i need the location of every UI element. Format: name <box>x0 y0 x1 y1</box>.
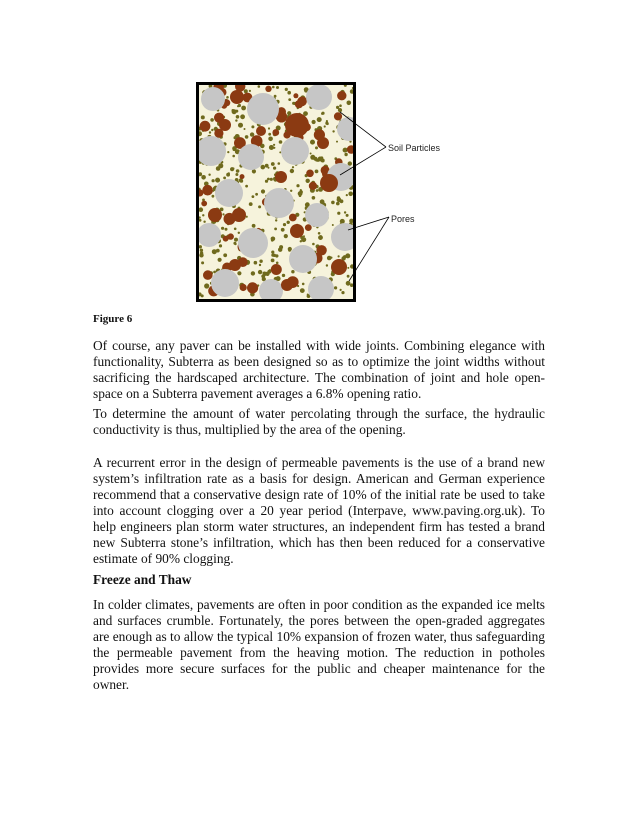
soil-particle <box>316 245 326 255</box>
fine-particle <box>251 271 255 275</box>
fine-particle <box>270 178 273 181</box>
soil-particle <box>200 121 211 132</box>
fine-particle <box>268 133 271 136</box>
fine-particle <box>338 108 342 112</box>
fine-particle <box>274 228 277 231</box>
fine-particle <box>287 91 291 95</box>
fine-particle <box>258 85 261 88</box>
soil-particle-large <box>281 279 293 291</box>
fine-particle <box>298 191 303 196</box>
fine-particle <box>271 254 274 257</box>
fine-particle <box>241 106 246 111</box>
fine-particle <box>281 228 285 232</box>
fine-particle <box>278 248 282 252</box>
soil-particle-large <box>285 113 309 137</box>
fine-particle <box>245 135 249 139</box>
fine-particle <box>330 257 332 259</box>
fine-particle <box>269 145 274 150</box>
fine-particle <box>234 238 238 242</box>
fine-particle <box>201 261 204 264</box>
paragraph-freeze-thaw: In colder climates, pavements are often in poor condition as the expanded ice melts and surfaces crumble. Fortunately, the pores between the open-graded aggregates are enough as to allow the typical 10% expansion of frozen water, thus safeguarding the permeable pavement from the heaving motion. The reduction in potholes provides more secure surfaces for the public and cheaper maintenance for the owner. <box>93 597 545 692</box>
fine-particle <box>312 243 315 246</box>
fine-particle <box>302 283 305 286</box>
fine-particle <box>343 148 347 152</box>
figure-caption: Figure 6 <box>93 313 133 325</box>
fine-particle <box>259 264 261 266</box>
fine-particle <box>345 253 350 258</box>
fine-particle <box>245 185 248 188</box>
fine-particle <box>275 219 277 221</box>
fine-particle <box>268 167 270 169</box>
fine-particle <box>208 174 210 176</box>
fine-particle <box>218 258 222 262</box>
fine-particle <box>292 166 294 168</box>
section-heading: Freeze and Thaw <box>93 572 192 587</box>
fine-particle <box>279 140 283 144</box>
fine-particle <box>226 96 229 99</box>
soil-particles-label: Soil Particles <box>388 143 441 153</box>
aggregate-stone <box>238 144 264 170</box>
soil-particle <box>297 97 307 107</box>
fine-particle <box>268 137 273 142</box>
fine-particle <box>261 165 266 170</box>
fine-particle <box>252 195 255 198</box>
fine-particle <box>318 235 323 240</box>
fine-particle <box>204 283 209 288</box>
fine-particle <box>339 104 342 107</box>
fine-particle <box>252 169 256 173</box>
fine-particle <box>313 157 317 161</box>
fine-particle <box>346 214 349 217</box>
fine-particle <box>232 155 235 158</box>
fine-particle <box>255 193 258 196</box>
fine-particle <box>271 251 274 254</box>
fine-particle <box>238 123 243 128</box>
fine-particle <box>310 153 312 155</box>
fine-particle <box>346 281 351 286</box>
fine-particle <box>209 131 211 133</box>
fine-particle <box>233 242 236 245</box>
fine-particle <box>287 221 290 224</box>
fine-particle <box>219 244 222 247</box>
fine-particle <box>199 253 203 257</box>
fine-particle <box>310 140 315 145</box>
fine-particle <box>290 190 292 192</box>
fine-particle <box>347 101 352 106</box>
fine-particle <box>236 115 240 119</box>
fine-particle <box>340 199 344 203</box>
fine-particle <box>312 196 316 200</box>
fine-particle <box>223 253 227 257</box>
fine-particle <box>271 237 276 242</box>
paragraph-infiltration: A recurrent error in the design of permeable pavements is the use of a brand new system’s infiltration rate as a basis for design. American and German experience recommend that a conservative design rate of 10% of the initial rate be used to take into account clogging over a 20 year period (Interpave, www.paving.org.uk). To help engineers plan storm water structures, an independent firm has tested a brand new Subterra stone’s infiltration, which has then been reduced for a conservative estimate of 90% clogging. <box>93 455 545 566</box>
fine-particle <box>324 125 326 127</box>
soil-pore-figure <box>196 82 356 302</box>
soil-particle-large <box>320 174 338 192</box>
soil-particle <box>223 236 229 242</box>
fine-particle <box>284 234 288 238</box>
fine-particle <box>228 172 230 174</box>
fine-particle <box>332 224 334 226</box>
soil-particle <box>240 284 247 291</box>
soil-particle-large <box>256 126 266 136</box>
aggregate-stone <box>201 87 225 111</box>
fine-particle <box>321 112 324 115</box>
fine-particle <box>221 227 224 230</box>
fine-particle <box>300 240 302 242</box>
fine-particle <box>288 98 291 101</box>
fine-particle <box>238 232 240 234</box>
fine-particle <box>234 228 237 231</box>
fine-particle <box>332 130 334 132</box>
aggregate-stone <box>264 188 294 218</box>
fine-particle <box>269 269 271 271</box>
fine-particle <box>347 267 349 269</box>
fine-particle <box>268 127 270 129</box>
fine-particle <box>250 132 254 136</box>
fine-particle <box>276 262 279 265</box>
aggregate-stone <box>247 93 279 125</box>
particle-illustration <box>199 85 353 299</box>
fine-particle <box>273 144 275 146</box>
aggregate-stone <box>238 228 268 258</box>
fine-particle <box>249 202 253 206</box>
soil-particle-large <box>230 90 244 104</box>
aggregate-stone <box>211 269 239 297</box>
soil-particle <box>265 86 271 92</box>
fine-particle <box>212 179 215 182</box>
fine-particle <box>344 211 346 213</box>
fine-particle <box>211 129 213 131</box>
fine-particle <box>348 192 353 197</box>
fine-particle <box>232 167 234 169</box>
fine-particle <box>312 120 316 124</box>
fine-particle <box>201 115 205 119</box>
fine-particle <box>274 95 277 98</box>
fine-particle <box>232 109 237 114</box>
fine-particle <box>201 175 206 180</box>
soil-particle <box>202 185 213 196</box>
fine-particle <box>254 261 258 265</box>
fine-particle <box>203 221 205 223</box>
fine-particle <box>216 249 220 253</box>
fine-particle <box>271 259 275 263</box>
aggregate-stone <box>305 203 329 227</box>
soil-particle <box>240 174 245 179</box>
soil-particle <box>203 270 213 280</box>
aggregate-stone <box>215 179 243 207</box>
paragraph-joints: Of course, any paver can be installed with wide joints. Combining elegance with functionality, Subterra as been designed so as to optimize the joint widths without sacrificing the hardscaped architecture. The combination of joint and hole open-space on a Subterra pavement averages a 6.8% opening ratio. <box>93 338 545 401</box>
fine-particle <box>252 224 256 228</box>
fine-particle <box>315 170 319 174</box>
fine-particle <box>338 255 340 257</box>
fine-particle <box>291 270 294 273</box>
paragraph-percolation: To determine the amount of water percolating through the surface, the hydraulic conductivity is thus, multiplied by the area of the opening. <box>93 406 545 437</box>
fine-particle <box>212 195 215 198</box>
fine-particle <box>316 189 319 192</box>
fine-particle <box>251 125 254 128</box>
fine-particle <box>200 249 203 252</box>
fine-particle <box>276 86 279 89</box>
fine-particle <box>235 173 238 176</box>
fine-particle <box>201 294 204 297</box>
fine-particle <box>318 232 321 235</box>
soil-particle <box>309 182 317 190</box>
fine-particle <box>223 177 226 180</box>
fine-particle <box>282 274 285 277</box>
fine-particle <box>340 289 342 291</box>
fine-particle <box>296 184 299 187</box>
fine-particle <box>259 260 262 263</box>
figure-frame <box>196 82 356 302</box>
fine-particle <box>331 201 335 205</box>
fine-particle <box>290 169 294 173</box>
fine-particle <box>244 128 246 130</box>
fine-particle <box>320 199 325 204</box>
soil-particle <box>271 264 282 275</box>
fine-particle <box>249 90 251 92</box>
fine-particle <box>344 153 347 156</box>
fine-particle <box>272 86 275 89</box>
fine-particle <box>222 213 224 215</box>
fine-particle <box>236 169 240 173</box>
fine-particle <box>265 180 268 183</box>
fine-particle <box>218 163 223 168</box>
fine-particle <box>300 288 305 293</box>
fine-particle <box>278 162 281 165</box>
fine-particle <box>216 179 218 181</box>
soil-particle-large <box>275 171 287 183</box>
soil-particle-large <box>232 208 246 222</box>
fine-particle <box>283 223 286 226</box>
fine-particle <box>288 249 291 252</box>
fine-particle <box>210 118 214 122</box>
fine-particle <box>326 123 329 126</box>
aggregate-stone <box>306 85 332 110</box>
fine-particle <box>315 146 318 149</box>
fine-particle <box>227 151 229 153</box>
fine-particle <box>287 111 291 115</box>
fine-particle <box>336 141 338 143</box>
fine-particle <box>225 228 228 231</box>
aggregate-stone <box>281 137 309 165</box>
fine-particle <box>258 270 262 274</box>
fine-particle <box>279 151 281 153</box>
fine-particle <box>261 189 265 193</box>
soil-particle <box>247 282 258 293</box>
aggregate-stone <box>289 245 317 273</box>
fine-particle <box>326 264 328 266</box>
soil-particle <box>293 93 298 98</box>
soil-particle-large <box>229 259 241 271</box>
fine-particle <box>347 275 350 278</box>
fine-particle <box>317 117 322 122</box>
pores-label: Pores <box>391 214 415 224</box>
fine-particle <box>273 147 275 149</box>
soil-particle-large <box>208 208 222 222</box>
fine-particle <box>346 194 348 196</box>
soil-particle <box>272 129 279 136</box>
fine-particle <box>235 119 237 121</box>
soil-particle <box>305 224 312 231</box>
fine-particle <box>341 291 344 294</box>
fine-particle <box>271 162 275 166</box>
fine-particle <box>202 214 204 216</box>
fine-particle <box>336 202 340 206</box>
fine-particle <box>273 167 276 170</box>
soil-particle-large <box>219 119 231 131</box>
soil-particle <box>201 201 207 207</box>
fine-particle <box>337 212 340 215</box>
fine-particle <box>264 274 266 276</box>
soil-particle-large <box>331 259 347 275</box>
soil-particle-large <box>290 224 304 238</box>
soil-particle <box>289 214 297 222</box>
soil-particle <box>306 170 314 178</box>
fine-particle <box>237 271 241 275</box>
soil-particle <box>337 91 346 100</box>
fine-particle <box>306 179 310 183</box>
fine-particle <box>285 88 288 91</box>
soil-particle-large <box>317 137 329 149</box>
fine-particle <box>334 286 337 289</box>
soil-particle <box>334 112 342 120</box>
fine-particle <box>292 102 295 105</box>
fine-particle <box>258 205 261 208</box>
fine-particle <box>318 157 323 162</box>
fine-particle <box>240 114 245 119</box>
fine-particle <box>238 104 241 107</box>
